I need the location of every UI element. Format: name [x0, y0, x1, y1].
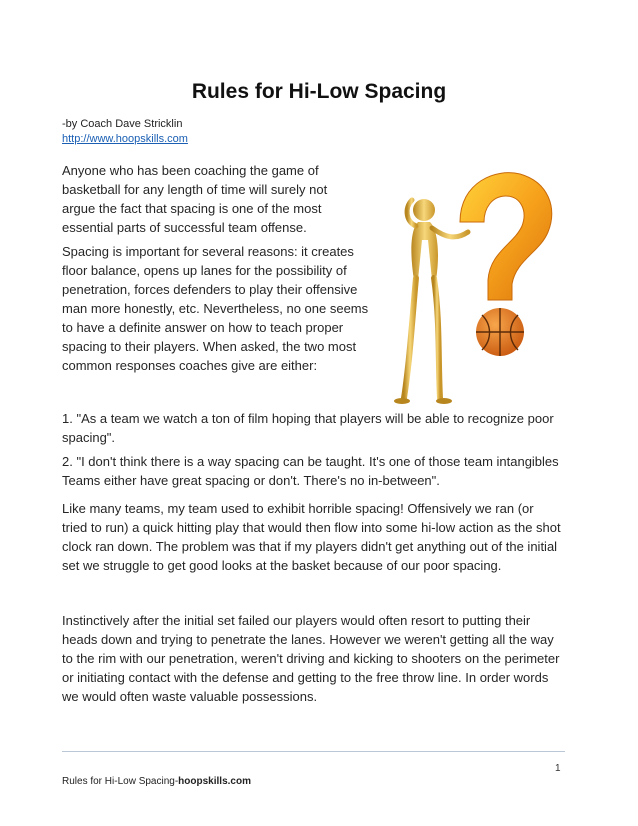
response-2: 2. "I don't think there is a way spacing can be taught. It's one of those team intangibles Teams either have great spacing or don't. There's no in-between".	[62, 454, 559, 488]
byline	[62, 117, 188, 147]
gold-figure-question-mark-basketball-icon	[388, 160, 563, 410]
author-line: -by Coach Dave Stricklin	[62, 118, 183, 130]
response-1: 1. "As a team we watch a ton of film hoping that players will be able to recognize poor spacing".	[62, 411, 554, 445]
paragraph-3: Like many teams, my team used to exhibit horrible spacing! Offensively we ran (or tried to run) a quick hitting play that would then flow into some hi-low action as the shot clock ran down. The problem was that if my players didn't get anything out of the initial set we struggle to get good looks at the basket because of our poor spacing.	[62, 501, 561, 573]
footer-text	[62, 776, 251, 787]
website-link[interactable]: http://www.hoopskills.com	[62, 133, 188, 145]
intro-paragraph-2: Spacing is important for several reasons: it creates floor balance, opens up lanes for the possibility of penetration, forces defenders to play their offensive man more honestly, etc. Nevertheless, no one seems to have a definite answer on how to teach proper spacing to their players. When asked, the two most common responses coaches give are either:	[62, 244, 369, 373]
intro-paragraph-1: Anyone who has been coaching the game of basketball for any length of time will surely not argue the fact that spacing is one of the most essential parts of successful team offense.	[62, 163, 328, 235]
document-title: Rules for Hi-Low Spacing	[191, 80, 447, 103]
footer-divider	[62, 751, 565, 752]
paragraph-4: Instinctively after the initial set failed our players would often resort to putting their heads down and trying to penetrate the lanes. However we weren't getting all the way to the rim with our penetration, weren't driving and kicking to shooters on the perimeter or initiating contact with the defense and getting to the free throw line. In order words we would often waste valuable possessions.	[62, 613, 560, 704]
page-number: 1	[555, 763, 561, 774]
footer-site: hoopskills.com	[178, 776, 251, 787]
footer-prefix: Rules for Hi-Low Spacing-	[62, 776, 179, 787]
